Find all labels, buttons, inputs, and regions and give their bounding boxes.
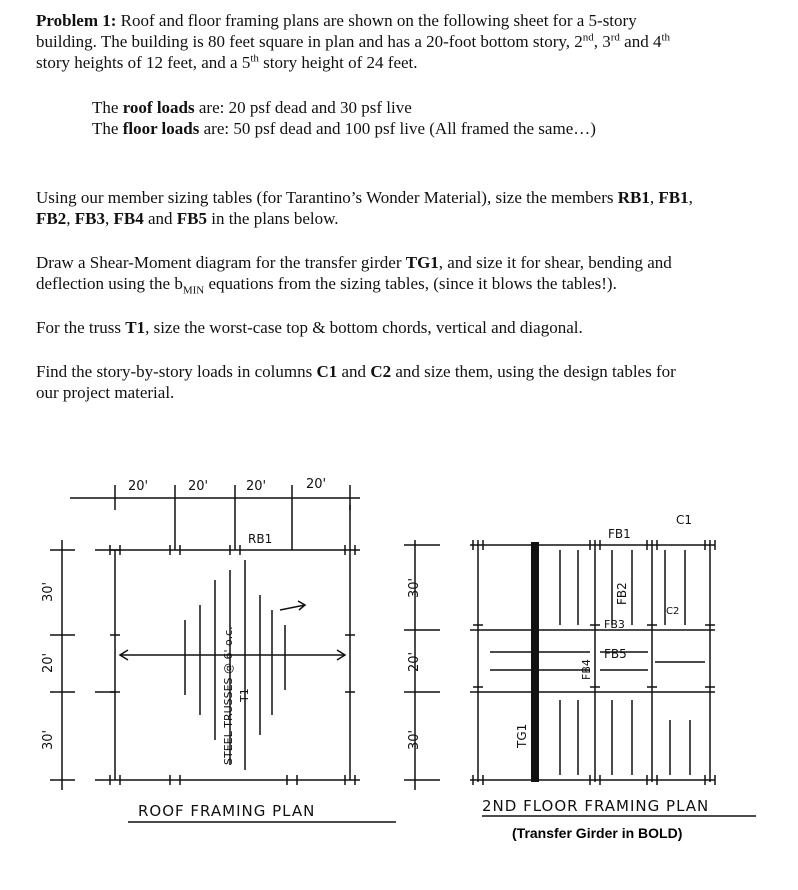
floor-framing-plan <box>404 540 715 790</box>
transfer-girder <box>531 542 539 782</box>
fb3-label: FB3 <box>604 618 625 631</box>
roof-dim-4: 20' <box>306 477 327 492</box>
problem-statement <box>36 10 766 73</box>
roof-dim-3: 20' <box>246 479 267 494</box>
problem-line-1: Problem 1: Roof and floor framing plans are shown on the following sheet for a 5-story <box>36 11 637 30</box>
framing-plans-sketch <box>0 430 798 890</box>
t1-label: T1 <box>238 688 251 702</box>
roof-dim-left-3: 30' <box>41 729 56 750</box>
roof-dim-left-1: 30' <box>41 581 56 602</box>
transfer-girder-paragraph: Draw a Shear-Moment diagram for the transfer girder TG1, and size it for shear, bending and deflection using the $b_{MIN}$ equations from the sizing tables, (since it blows the tables!). <box>36 253 672 297</box>
c1-label: C1 <box>676 513 693 527</box>
fb4-label: FB4 <box>580 659 593 680</box>
truss-spacing-label: STEEL TRUSSES @ 6' o.c. <box>222 626 235 765</box>
floor-plan-subtitle: (Transfer Girder in BOLD) <box>512 825 683 841</box>
fb5-label: FB5 <box>604 647 627 661</box>
floor-plan-title: 2ND FLOOR FRAMING PLAN <box>482 797 710 815</box>
roof-plan-title: ROOF FRAMING PLAN <box>138 802 316 820</box>
roof-dim-left-2: 20' <box>41 652 56 673</box>
roof-loads-line: The roof loads are: 20 psf dead and 30 psf live <box>92 98 412 117</box>
problem-line-2: building. The building is 80 feet square in plan and has a 20-foot bottom story, 2nd, 3rd and 4th <box>36 31 671 51</box>
fb1-label: FB1 <box>608 527 631 541</box>
c2-label: C2 <box>666 606 680 617</box>
problem-label: Problem 1: <box>36 11 117 30</box>
floor-loads-line: The floor loads are: 50 psf dead and 100 psf live (All framed the same…) <box>92 119 596 138</box>
floor-dim-left-1: 30' <box>407 577 422 598</box>
roof-framing-plan <box>50 485 360 790</box>
truss-paragraph: For the truss T1, size the worst-case top & bottom chords, vertical and diagonal. <box>36 318 583 337</box>
floor-dim-left-2: 20' <box>407 651 422 672</box>
loads-block <box>92 97 752 139</box>
tg1-label: TG1 <box>515 723 529 748</box>
problem-line-3: story heights of 12 feet, and a 5th story height of 24 feet. <box>36 52 418 72</box>
rb1-label: RB1 <box>248 532 273 546</box>
member-sizing-paragraph: Using our member sizing tables (for Tarantino’s Wonder Material), size the members RB1, FB1, FB2, FB3, FB4 and FB5 in the plans below. <box>36 188 693 228</box>
roof-dim-1: 20' <box>128 479 149 494</box>
roof-dim-2: 20' <box>188 479 209 494</box>
columns-paragraph: Find the story-by-story loads in columns C1 and C2 and size them, using the design tables for our project material. <box>36 362 676 402</box>
floor-dim-left-3: 30' <box>407 729 422 750</box>
fb2-label: FB2 <box>615 582 629 605</box>
